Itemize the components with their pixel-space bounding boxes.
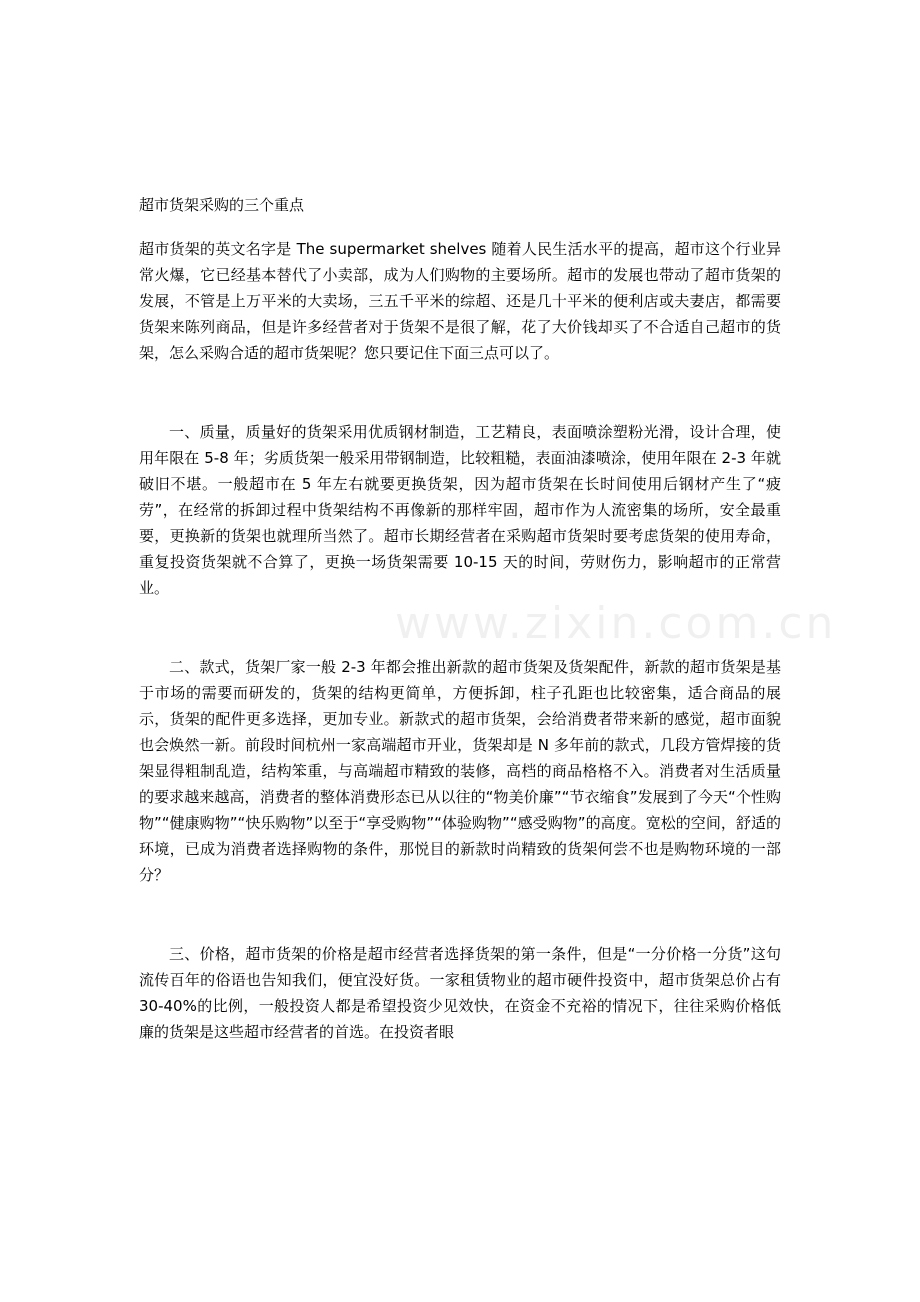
intro-paragraph: 超市货架的英文名字是 The supermarket shelves 随着人民生活水平的提高，超市这个行业异常火爆，它已经基本替代了小卖部，成为人们购物的主要场所。超市的发展也带动了超市货架的发展，不管是上万平米的大卖场，三五千平米的综超、还是几十平米的便利店或夫妻店，都需要货架来陈列商品，但是许多经营者对于货架不是很了解，花了大价钱却买了不合适自己超市的货架，怎么采购合适的超市货架呢？您只要记住下面三点可以了。 (139, 240, 781, 362)
point-price-paragraph: 三、价格，超市货架的价格是超市经营者选择货架的第一条件，但是“一分价格一分货”这句流传百年的俗语也告知我们，便宜没好货。一家租赁物业的超市硬件投资中，超市货架总价占有 30-40%的比例，一般投资人都是希望投资少见效快，在资金不充裕的情况下，往往采购价格低廉的货架是这些超市经营者的首选。在投资者眼 (139, 945, 781, 1041)
document-body (139, 193, 781, 1098)
watermark: www.zixin.com.cn (395, 598, 837, 649)
point-style-paragraph: 二、款式，货架厂家一般 2-3 年都会推出新款的超市货架及货架配件，新款的超市货架是基于市场的需要而研发的，货架的结构更简单，方便拆卸，柱子孔距也比较密集，适合商品的展示，货架的配件更多选择，更加专业。新款式的超市货架，会给消费者带来新的感觉，超市面貌也会焕然一新。前段时间杭州一家高端超市开业，货架却是 N 多年前的款式，几段方管焊接的货架显得粗制乱造，结构笨重，与高端超市精致的装修，高档的商品格格不入。消费者对生活质量的要求越来越高，消费者的整体消费形态已从以往的“物美价廉”“节衣缩食”发展到了今天“个性购物”“健康购物”“快乐购物”以至于“享受购物”“体验购物”“感受购物”的高度。宽松的空间，舒适的环境，已成为消费者选择购物的条件，那悦目的新款时尚精致的货架何尝不也是购物环境的一部分？ (139, 658, 781, 884)
document-title: 超市货架采购的三个重点 (139, 196, 305, 214)
point-quality-paragraph: 一、质量，质量好的货架采用优质钢材制造，工艺精良，表面喷涂塑粉光滑，设计合理，使用年限在 5-8 年；劣质货架一般采用带钢制造，比较粗糙，表面油漆喷涂，使用年限在 2-3 年就破旧不堪。一般超市在 5 年左右就要更换货架，因为超市货架在长时间使用后钢材产生了“疲劳”，在经常的拆卸过程中货架结构不再像新的那样牢固，超市作为人流密集的场所，安全最重要，更换新的货架也就理所当然了。超市长期经营者在采购超市货架时要考虑货架的使用寿命，重复投资货架就不合算了，更换一场货架需要 10-15 天的时间，劳财伤力，影响超市的正常营业。 (139, 423, 781, 597)
